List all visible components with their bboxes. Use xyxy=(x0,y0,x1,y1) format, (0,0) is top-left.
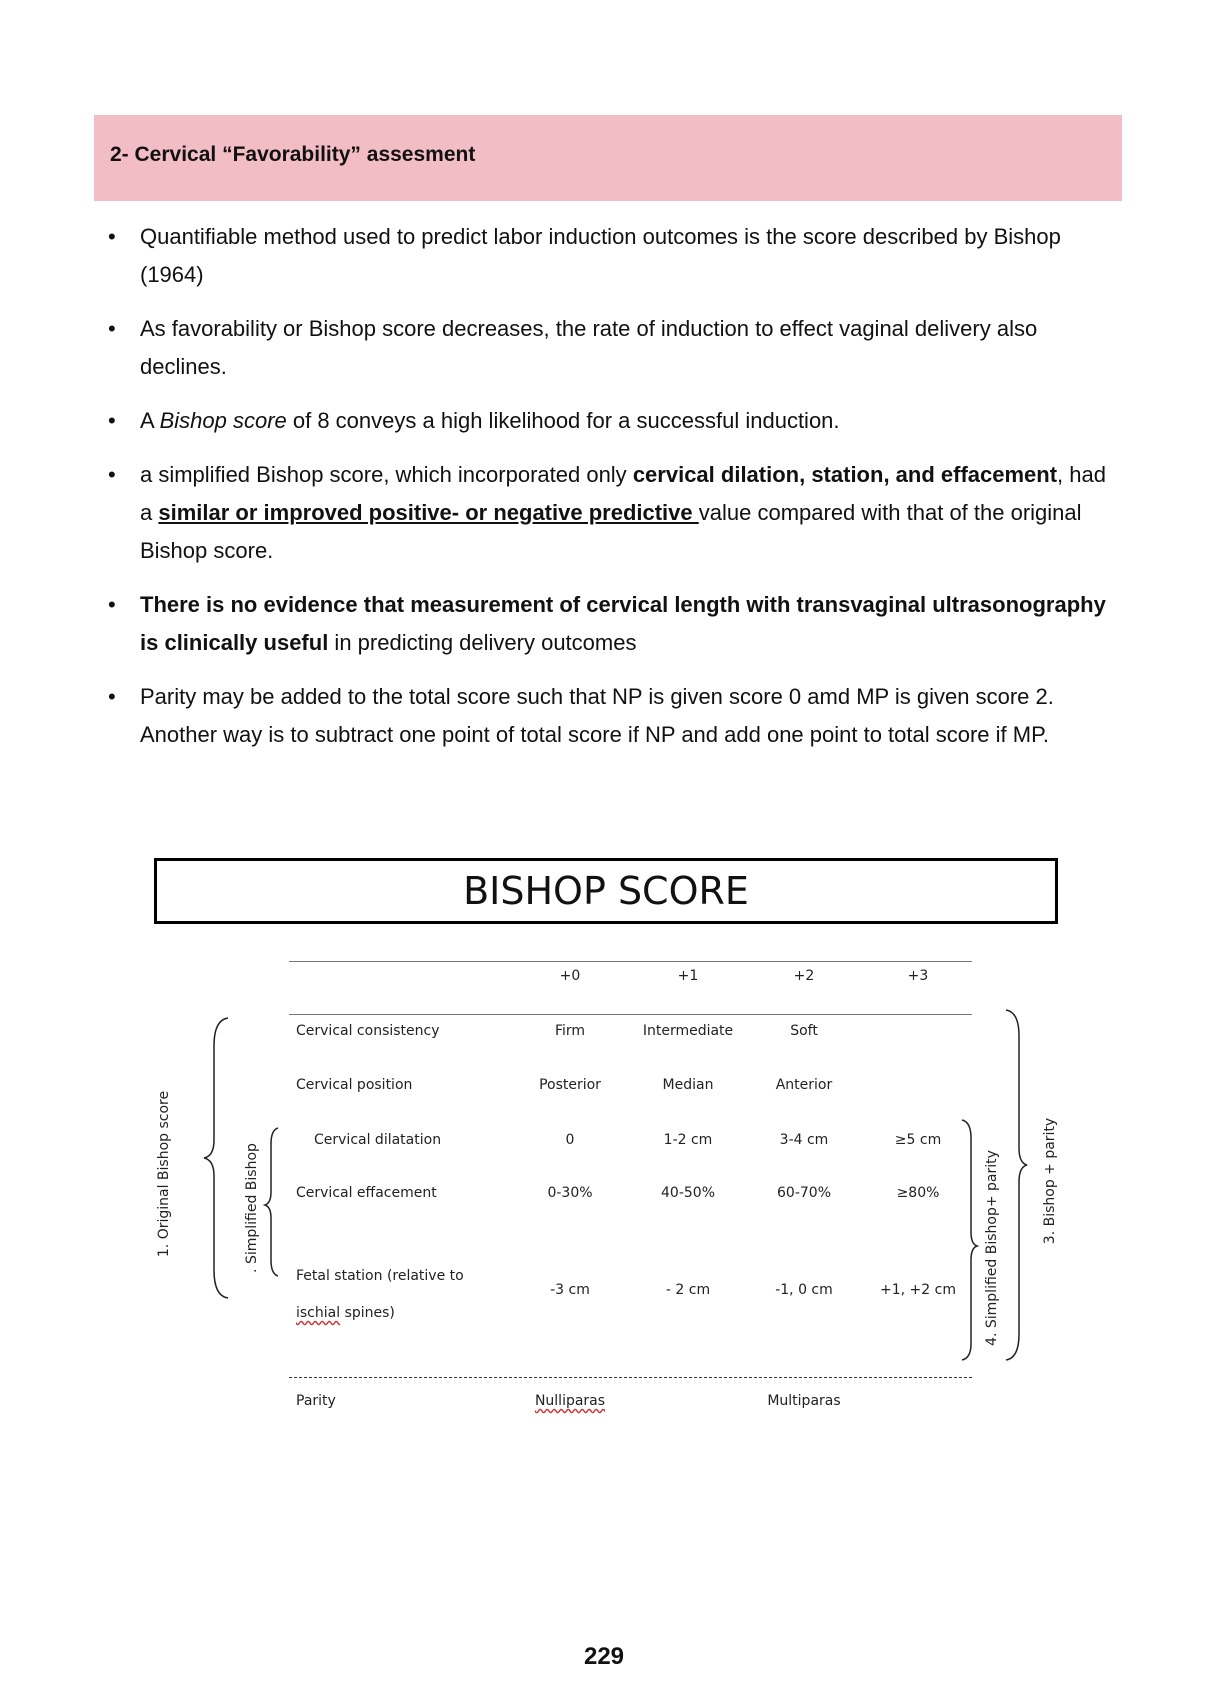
label-simplified-bishop: . Simplified Bishop xyxy=(244,1143,260,1273)
brace-original xyxy=(204,1018,228,1298)
table-cell: -1, 0 cm xyxy=(775,1282,833,1298)
brace-bishop-parity xyxy=(1006,1010,1027,1360)
row-label-position: Cervical position xyxy=(296,1077,413,1093)
table-cell: 60-70% xyxy=(777,1185,831,1201)
table-cell: ≥5 cm xyxy=(894,1132,942,1148)
list-item: • As favorability or Bishop score decreases, the rate of induction to effect vaginal delivery also declines. xyxy=(108,316,1038,379)
table-cell: -3 cm xyxy=(550,1282,590,1298)
table-cell: 40-50% xyxy=(661,1185,715,1201)
label-bishop-parity: 3. Bishop + parity xyxy=(1042,1117,1058,1245)
col-header-3: +3 xyxy=(907,968,929,984)
list-item: • There is no evidence that measurement of cervical length with transvaginal ultrasonography is clinically useful in predicting delivery outcomes xyxy=(108,592,1106,655)
row-label-consistency: Cervical consistency xyxy=(296,1023,440,1039)
col-header-1: +1 xyxy=(677,968,699,984)
row-label-dilatation: Cervical dilatation xyxy=(314,1132,442,1148)
table-cell: 3-4 cm xyxy=(779,1132,829,1148)
col-header-2: +2 xyxy=(793,968,815,984)
table-cell: 0-30% xyxy=(547,1185,593,1201)
table-cell: Median xyxy=(662,1077,714,1093)
label-simplified-bishop-parity: 4. Simplified Bishop+ parity xyxy=(984,1150,1000,1346)
list-item: • Quantifiable method used to predict labor induction outcomes is the score described by Bishop (1964) xyxy=(108,224,1061,287)
page-number: 229 xyxy=(583,1643,625,1670)
row-label-effacement: Cervical effacement xyxy=(296,1185,437,1201)
bishop-score-title: BISHOP SCORE xyxy=(463,869,749,913)
brace-simplified-parity xyxy=(962,1120,977,1360)
table-cell: Anterior xyxy=(775,1077,833,1093)
table-cell: - 2 cm xyxy=(665,1282,711,1298)
list-item: • Parity may be added to the total score such that NP is given score 0 amd MP is given score 2. Another way is to subtract one point of total score if NP and add one point to total score if MP. xyxy=(108,684,1054,747)
row-label-station-line1: Fetal station (relative to xyxy=(296,1268,464,1284)
table-cell: Intermediate xyxy=(642,1023,734,1039)
table-cell: Firm xyxy=(554,1023,586,1039)
brace-simplified xyxy=(265,1128,278,1276)
parity-multiparas: Multiparas xyxy=(767,1393,841,1409)
section-title: 2- Cervical “Favorability” assesment xyxy=(110,143,476,166)
table-cell: Soft xyxy=(790,1023,818,1039)
table-cell: +1, +2 cm xyxy=(880,1282,956,1298)
list-item: • A Bishop score of 8 conveys a high likelihood for a successful induction. xyxy=(108,408,840,433)
table-cell: Posterior xyxy=(539,1077,601,1093)
parity-label: Parity xyxy=(296,1393,336,1409)
table-cell: 0 xyxy=(565,1132,575,1148)
list-item: • a simplified Bishop score, which incorporated only cervical dilation, station, and effacement, had a similar or improved positive- or negative predictive value compared with that of the original Bishop score. xyxy=(108,462,1106,563)
parity-nulliparas: Nulliparas xyxy=(534,1393,606,1409)
col-header-0: +0 xyxy=(559,968,581,984)
table-cell: ≥80% xyxy=(896,1185,940,1201)
row-label-station-line2: ischial spines) xyxy=(296,1305,395,1321)
table-cell: 1-2 cm xyxy=(663,1132,713,1148)
label-original-bishop: 1. Original Bishop score xyxy=(156,1090,172,1258)
